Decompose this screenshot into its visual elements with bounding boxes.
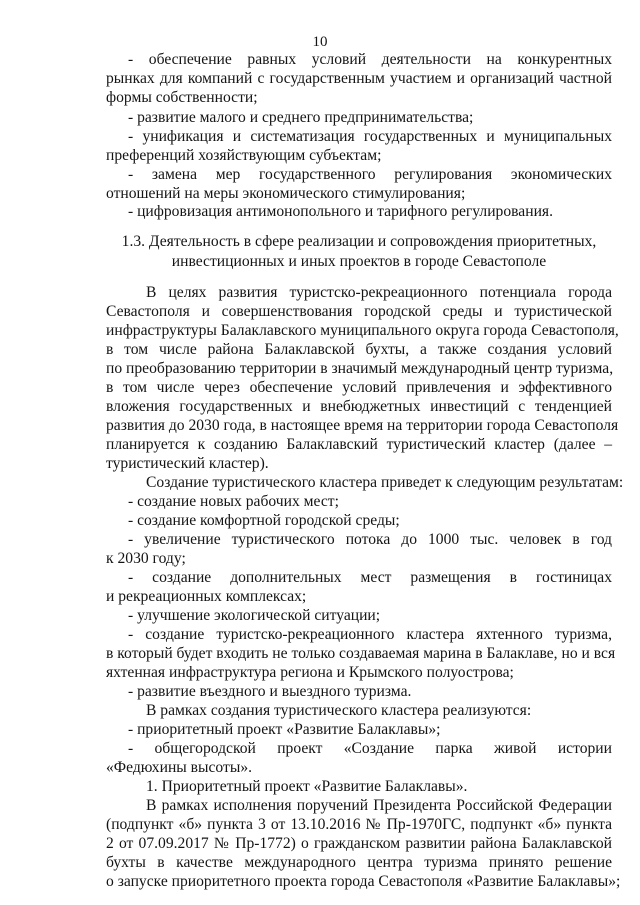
text-line: инфраструктуры Балаклавского муниципального округа города Севастополя, — [106, 322, 619, 339]
text-line: - цифровизация антимонопольного и тарифного регулирования. — [128, 203, 553, 220]
text-line: - создание новых рабочих мест; — [128, 493, 339, 510]
text-line: планируется к созданию Балаклавский туристический кластер (далее – — [106, 436, 612, 453]
text-line: - увеличение туристического потока до 1000 тыс. человек в год — [128, 531, 612, 548]
text-line: по преобразованию территории в значимый международный центр туризма, — [106, 360, 614, 377]
text-line: В целях развития туристско-рекреационного потенциала города — [146, 284, 612, 301]
text-line: формы собственности; — [106, 89, 258, 106]
text-line: В рамках исполнения поручений Президента Российской Федерации — [146, 797, 612, 814]
text-line: в том числе района Балаклавской бухты, а также создания условий — [106, 341, 612, 358]
text-line: отношений на меры экономического стимулирования; — [106, 185, 466, 202]
text-line: - унификация и систематизация государственных и муниципальных — [128, 128, 612, 145]
text-line: 1. Приоритетный проект «Развитие Балаклавы». — [146, 778, 468, 795]
text-line: развития до 2030 года, в настоящее время на территории города Севастополя — [106, 417, 619, 434]
text-line: В рамках создания туристического кластера реализуются: — [146, 702, 532, 719]
text-line: и рекреационных комплексах; — [106, 588, 307, 605]
text-line: - обеспечение равных условий деятельности на конкурентных — [128, 51, 612, 68]
text-line: в который будет входить не только создаваемая марина в Балаклаве, но и вся — [106, 645, 616, 662]
text-line: «Федюхины высоты». — [106, 759, 253, 776]
text-line: о запуске приоритетного проекта города Севастополя «Развитие Балаклавы»; — [106, 873, 621, 890]
text-line: Севастополя и совершенствования городской среды и туристической — [106, 303, 612, 320]
text-line: к 2030 году; — [106, 550, 186, 567]
text-line: бухты в качестве международного центра туризма принято решение — [106, 854, 612, 871]
heading-line: инвестиционных и иных проектов в городе Севастополе — [171, 253, 547, 270]
text-line: преференций хозяйствующим субъектам; — [106, 147, 382, 164]
text-line: 2 от 07.09.2017 № Пр-1772) о гражданском развитии района Балаклавской — [106, 835, 612, 852]
text-line: туристический кластер). — [106, 455, 269, 472]
text-line: - создание дополнительных мест размещения в гостиницах — [128, 569, 612, 586]
text-line: - приоритетный проект «Развитие Балаклавы»; — [128, 721, 441, 738]
heading-line: 1.3. Деятельность в сфере реализации и сопровождения приоритетных, — [121, 233, 597, 250]
text-line: яхтенная инфраструктура региона и Крымского полуострова; — [106, 664, 514, 681]
text-line: в том числе через обеспечение условий привлечения и эффективного — [106, 379, 612, 396]
text-line: - замена мер государственного регулирования экономических — [128, 166, 612, 183]
text-line: - развитие малого и среднего предпринимательства; — [128, 109, 474, 126]
text-line: - развитие въездного и выездного туризма. — [128, 683, 412, 700]
text-line: - улучшение экологической ситуации; — [128, 607, 381, 624]
text-line: вложения государственных и внебюджетных инвестиций с тенденцией — [106, 398, 612, 415]
page-number: 10 — [312, 34, 328, 50]
text-line: (подпункт «б» пункта 3 от 13.10.2016 № Пр-1970ГС, подпункт «б» пункта — [106, 816, 612, 833]
text-line: - создание туристско-рекреационного кластера яхтенного туризма, — [128, 626, 612, 643]
text-line: Создание туристического кластера приведет к следующим результатам: — [146, 474, 624, 491]
text-line: - общегородской проект «Создание парка живой истории — [128, 740, 612, 757]
text-line: - создание комфортной городской среды; — [128, 512, 400, 529]
text-line: рынках для компаний с государственным участием и организаций частной — [106, 70, 612, 87]
